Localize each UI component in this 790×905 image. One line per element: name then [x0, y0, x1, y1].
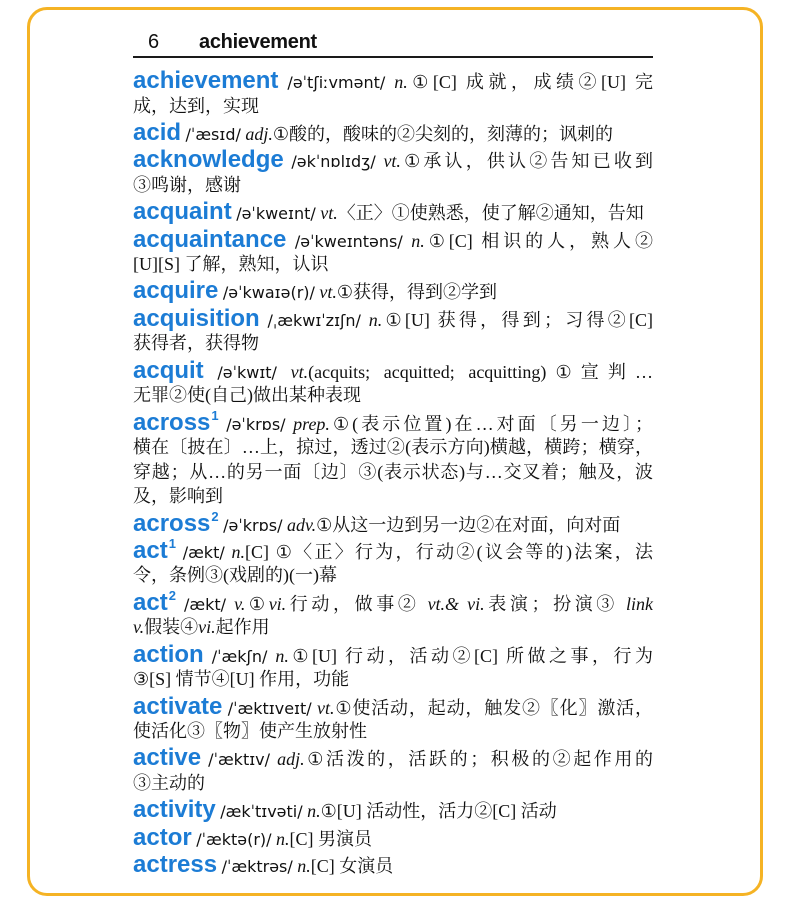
entry-pronunciation: /əˈtʃiːvmənt/	[287, 73, 386, 92]
grammar-label: link	[626, 593, 654, 614]
definition-text: [C] ①〈正〉行为，行动②(议会等的)法案，法	[245, 541, 654, 562]
dictionary-entry	[133, 148, 653, 197]
grammar-label: v.	[133, 617, 145, 638]
entry-continuation-line	[133, 460, 653, 485]
entry-headword: activity	[133, 796, 216, 824]
entry-first-line	[133, 587, 654, 616]
guide-word: achievement	[199, 31, 317, 53]
entry-pronunciation: /əˈkweɪnt/	[236, 204, 316, 224]
entry-continuation-line	[133, 719, 653, 744]
entry-pronunciation: /ˌækwɪˈzɪʃn/	[267, 310, 361, 330]
definition-text: ③鸣谢，感谢	[133, 174, 241, 195]
dictionary-entry	[133, 587, 654, 640]
grammar-label: vt.	[383, 151, 401, 172]
definition-text: [C] 女演员	[310, 856, 394, 877]
definition-text: ①(表示位置)在…对面〔另一边〕；	[329, 413, 654, 434]
definition-text: [U][S] 了解，熟知，认识	[133, 254, 329, 275]
dictionary-entry	[133, 69, 653, 118]
entry-pronunciation: /ˈækʃn/	[211, 646, 268, 666]
entry-continuation-line	[133, 94, 653, 119]
entry-headword: actor	[133, 823, 192, 851]
entry-first-line	[133, 508, 653, 537]
entry-continuation-line	[133, 252, 653, 277]
entry-first-line	[133, 853, 653, 878]
dictionary-entry	[133, 225, 653, 277]
entry-headword: acid	[133, 118, 182, 146]
entry-headword: active	[133, 744, 202, 772]
grammar-label: n.	[275, 645, 289, 666]
definition-text: 穿越；从…的另一面〔边〕③(表示状态)与…交叉着；触及，波	[133, 461, 653, 482]
entry-first-line	[133, 304, 654, 332]
definition-text: 获得者，获得物	[133, 333, 259, 354]
dictionary-entry	[133, 798, 653, 823]
grammar-label: adj.	[245, 123, 273, 144]
entry-first-line	[133, 746, 653, 771]
entry-headword: across	[133, 408, 211, 436]
entry-continuation-line	[133, 435, 653, 460]
dictionary-entry	[133, 304, 654, 356]
entry-first-line	[133, 279, 653, 304]
dictionary-entry	[133, 853, 653, 878]
entry-continuation-line	[133, 771, 653, 796]
entry-pronunciation: /ˈæktə(r)/	[196, 829, 272, 849]
definition-text: 行动，做事②	[286, 593, 428, 614]
grammar-label: n.	[231, 541, 246, 562]
entry-headword: across	[133, 509, 211, 537]
homograph-number: 2	[168, 587, 176, 603]
entry-pronunciation: /ˈæktɪveɪt/	[227, 698, 312, 718]
definition-text: ①[U] 获得，得到；习得②[C]	[382, 309, 654, 330]
entry-continuation-line	[133, 615, 653, 640]
definition-text: 横在〔披在〕…上，掠过，透过②(表示方向)横越，横跨；横穿，	[133, 437, 653, 458]
entry-continuation-line	[133, 484, 653, 509]
entry-first-line	[133, 118, 653, 146]
entry-list	[133, 69, 653, 878]
definition-text: [C] 男演员	[289, 828, 373, 849]
definition-text: 及，影响到	[133, 486, 223, 507]
entry-headword: act	[133, 588, 168, 616]
dictionary-entry	[133, 356, 654, 408]
dictionary-entry	[133, 279, 653, 304]
definition-text: ①从这一边到另一边②在对面，向对面	[316, 514, 621, 535]
homograph-number: 1	[211, 407, 219, 423]
definition-text: 令，条例③(戏剧的)(一)幕	[133, 565, 337, 586]
entry-headword: acquire	[133, 277, 219, 305]
entry-first-line	[133, 148, 653, 173]
entry-headword: acquit	[133, 356, 204, 384]
dictionary-entry	[133, 508, 653, 537]
grammar-label: vt.	[320, 203, 338, 224]
definition-text: ①[U] 行动，活动②[C] 所做之事，行为	[288, 645, 654, 666]
entry-first-line	[133, 407, 654, 436]
grammar-label: vt.	[319, 282, 337, 303]
entry-headword: acquisition	[133, 304, 260, 332]
entry-headword: acquaintance	[133, 225, 287, 253]
entry-pronunciation: /ˈæsɪd/	[185, 124, 241, 144]
definition-text: ③主动的	[133, 772, 205, 793]
grammar-label: vt.	[317, 697, 335, 718]
definition-text: ①[C] 相识的人，熟人②	[424, 230, 653, 251]
definition-text: ①	[245, 593, 269, 614]
dictionary-entry	[133, 746, 653, 795]
grammar-label: n.	[411, 230, 425, 251]
entry-continuation-line	[133, 173, 653, 198]
entry-headword: action	[133, 640, 204, 668]
grammar-label: adj.	[277, 749, 305, 770]
definition-text: ①获得，得到②学到	[336, 282, 498, 303]
definition-text: ①酸的，酸味的②尖刻的，刻薄的；讽刺的	[272, 123, 614, 144]
entry-pronunciation: /ækˈtɪvəti/	[220, 802, 303, 822]
entry-first-line	[133, 640, 654, 668]
entry-first-line	[133, 225, 653, 253]
definition-text: 起作用	[215, 617, 270, 638]
definition-text: 无罪②使(自己)做出某种表现	[133, 385, 361, 406]
entry-first-line	[133, 692, 654, 720]
dictionary-entry	[133, 692, 654, 744]
definition-text: ①活泼的，活跃的；积极的②起作用的	[304, 749, 654, 770]
grammar-label: n.	[307, 801, 321, 822]
grammar-label: n.	[368, 309, 383, 330]
definition-text: ①[U] 活动性，活力②[C] 活动	[320, 801, 557, 822]
entry-first-line	[133, 798, 653, 823]
grammar-label: n.	[297, 856, 311, 877]
entry-headword: activate	[133, 692, 223, 720]
grammar-label: vi.	[198, 617, 216, 638]
entry-continuation-line	[133, 383, 653, 408]
entry-first-line	[133, 535, 654, 564]
definition-text: ③[S] 情节④[U] 作用，功能	[133, 669, 350, 690]
entry-first-line	[133, 200, 653, 225]
dictionary-entry	[133, 407, 654, 509]
entry-continuation-line	[133, 331, 653, 356]
grammar-label: prep.	[293, 413, 330, 434]
dictionary-entry	[133, 823, 653, 851]
grammar-label: adv.	[286, 514, 317, 535]
dictionary-entry	[133, 535, 654, 588]
entry-pronunciation: /əˈkrɒs/	[226, 414, 286, 434]
definition-text: 〈正〉①使熟悉，使了解②通知，告知	[337, 203, 644, 224]
entry-pronunciation: /əkˈnɒlɪdʒ/	[291, 152, 376, 172]
entry-pronunciation: /əˈkwaɪə(r)/	[222, 283, 315, 303]
definition-text: 成，达到，实现	[133, 95, 259, 116]
definition-text: ①承认，供认②告知已收到	[400, 151, 654, 172]
entry-headword: actress	[133, 851, 218, 879]
entry-first-line	[133, 356, 654, 384]
grammar-label: n.	[394, 72, 408, 92]
entry-first-line	[133, 69, 653, 94]
definition-text: 表演；扮演③	[484, 593, 627, 614]
grammar-label: vt.& vi.	[427, 593, 485, 614]
homograph-number: 1	[168, 535, 176, 551]
dictionary-entry	[133, 640, 654, 692]
definition-text: 假装④	[144, 617, 199, 638]
dictionary-entry	[133, 200, 653, 225]
entry-pronunciation: /əˈkweɪntəns/	[294, 231, 403, 251]
entry-continuation-line	[133, 667, 653, 692]
definition-text: ①使活动，起动，触发②〖化〗激活，	[334, 697, 654, 718]
entry-headword: acquaint	[133, 198, 232, 226]
entry-pronunciation: /əˈkrɒs/	[223, 515, 283, 535]
grammar-label: vt.	[290, 361, 309, 382]
entry-pronunciation: /ˈæktrəs/	[221, 857, 293, 877]
entry-continuation-line	[133, 563, 653, 588]
entry-headword: act	[133, 536, 168, 564]
definition-text: ①[C] 成就，成绩②[U] 完	[407, 72, 654, 92]
entry-pronunciation: /əˈkwɪt/	[217, 362, 277, 382]
definition-text: (acquits; acquitted; acquitting)①宣判…	[308, 361, 654, 382]
homograph-number: 2	[211, 508, 219, 524]
entry-pronunciation: /ækt/	[184, 594, 227, 614]
definition-text: 使活化③〖物〗使产生放射性	[133, 721, 367, 742]
dictionary-entry	[133, 118, 653, 146]
page-number: 6	[148, 31, 160, 53]
entry-headword: acknowledge	[133, 146, 284, 174]
entry-first-line	[133, 823, 653, 851]
entry-pronunciation: /ˈæktɪv/	[208, 750, 271, 770]
running-head	[133, 28, 653, 58]
grammar-label: vi.	[268, 593, 287, 614]
entry-pronunciation: /ækt/	[182, 542, 225, 562]
entry-headword: achievement	[133, 67, 279, 94]
grammar-label: n.	[276, 828, 290, 849]
grammar-label: v.	[234, 593, 246, 614]
